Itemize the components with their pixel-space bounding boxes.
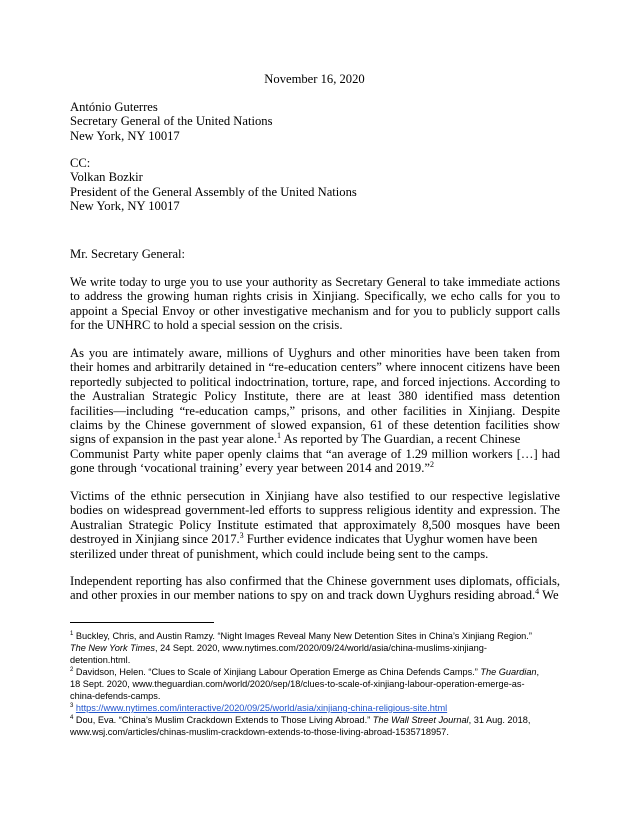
citation-text: Dou, Eva. “China’s Muslim Crackdown Extends to Those Living Abroad.” <box>73 715 373 725</box>
salutation: Mr. Secretary General: <box>70 247 186 261</box>
citation-text: Buckley, Chris, and Austin Ramzy. “Night Images Reveal Many New Detention Sites in China’s Xinjiang Region.” <box>73 631 532 641</box>
paragraph-line <box>70 461 560 475</box>
paragraph-line: Australian Strategic Policy Institute estimated that approximately 8,500 mosques have been <box>70 517 560 532</box>
footnote-mark-3: 3 <box>239 531 244 541</box>
paragraph-line: appoint a Special Envoy or other investigative mechanism and for you to publicly support calls <box>70 303 560 318</box>
paragraph-line: Communist Party white paper openly claims that “an average of 1.29 million workers […] had <box>70 446 560 461</box>
footnote-number: 4 <box>70 714 74 721</box>
paragraph-line: sterilized under threat of punishment, which could include being sent to the camps. <box>70 546 489 561</box>
footnote-mark-1: 1 <box>277 431 282 441</box>
paragraph-line: facilities—including “re-education camps,” prisons, and other facilities in Xinjiang. Despite <box>70 403 560 418</box>
footnote-1 <box>70 630 562 666</box>
citation-text: Davidson, Helen. “Clues to Scale of Xinjiang Labour Operation Emerge as China Defends Camps.” <box>73 667 481 677</box>
citation-text: www.wsj.com/articles/chinas-muslim-crackdown-extends-to-those-living-abroad-1535718957. <box>70 727 449 737</box>
paragraph-line: reportedly subjected to political indoctrination, torture, rape, and forced injections. According to <box>70 374 560 389</box>
citation-text: , 31 Aug. 2018, <box>468 715 531 725</box>
citation-text: , 24 Sept. 2020, www.nytimes.com/2020/09/24/world/asia/china-muslims-xinjiang- <box>155 643 487 653</box>
paragraph-line: As you are intimately aware, millions of Uyghurs and other minorities have been taken from <box>70 346 560 360</box>
paragraph-line: Independent reporting has also confirmed that the Chinese government uses diplomats, officials, <box>70 574 560 588</box>
footnote-divider <box>70 622 214 623</box>
sentence-text: destroyed in Xinjiang since 2017. <box>70 532 240 547</box>
cc-address <box>70 156 560 214</box>
paragraph-line: bodies on widespread government-led efforts to suppress religious identity and expression. The <box>70 503 560 518</box>
footnote-mark-4: 4 <box>535 587 540 597</box>
footnote-number: 3 <box>70 702 74 709</box>
cc-city: New York, NY 10017 <box>70 199 180 214</box>
paragraph-3 <box>70 489 560 561</box>
recipient-name: António Guterres <box>70 100 158 114</box>
footnote-4 <box>70 714 562 738</box>
publication-name: The New York Times <box>70 643 156 653</box>
paragraph-line: Victims of the ethnic persecution in Xinjiang have also testified to our respective legislative <box>70 489 560 503</box>
recipient-city: New York, NY 10017 <box>70 128 180 143</box>
paragraph-1 <box>70 275 560 333</box>
cc-label: CC: <box>70 156 91 170</box>
paragraph-line: their homes and arbitrarily detained in “re-education centers” where innocent citizens have been <box>70 360 560 375</box>
paragraph-line <box>70 432 560 446</box>
footnote-mark-2: 2 <box>429 460 434 470</box>
sentence-text: Further evidence indicates that Uyghur women have been <box>243 532 538 547</box>
cc-title: President of the General Assembly of the United Nations <box>70 184 357 199</box>
paragraph-line: to address the growing human rights crisis in Xinjiang. Specifically, we echo calls for you to <box>70 289 560 304</box>
publication-name: The Guardian <box>480 667 537 677</box>
citation-text: 18 Sept. 2020, www.theguardian.com/world/2020/sep/18/clues-to-scale-of-xinjiang-labour-operation-emerge-as- <box>70 679 525 689</box>
paragraph-line: the Australian Strategic Policy Institute, there are at least 380 identified mass detention <box>70 389 560 404</box>
footnote-link[interactable]: https://www.nytimes.com/interactive/2020/09/25/world/asia/xinjiang-china-religious-site.html <box>75 703 448 713</box>
citation-text: , <box>536 667 540 677</box>
paragraph-line: claims by the Chinese government of slowed expansion, 61 of these detention facilities show <box>70 418 560 433</box>
sentence-text: and other proxies in our member nations to spy on and track down Uyghurs residing abroad. <box>70 588 536 603</box>
paragraph-line: for the UNHRC to hold a special session on the crisis. <box>70 318 343 333</box>
citation-text: china-defends-camps. <box>70 691 161 701</box>
paragraph-4 <box>70 574 560 603</box>
footnote-2 <box>70 666 562 702</box>
sentence-text: As reported by The Guardian, a recent Chinese <box>281 432 521 447</box>
cc-name: Volkan Bozkir <box>70 170 143 185</box>
footnotes <box>70 630 562 738</box>
paragraph-line: We write today to urge you to use your authority as Secretary General to take immediate actions <box>70 275 560 289</box>
sentence-text: signs of expansion in the past year alone. <box>70 432 278 447</box>
recipient-title: Secretary General of the United Nations <box>70 114 273 129</box>
footnote-3 <box>70 702 562 714</box>
recipient-address <box>70 100 560 143</box>
sentence-text: gone through ‘vocational training’ every year between 2014 and 2019.” <box>70 461 430 476</box>
publication-name: The Wall Street Journal <box>372 715 469 725</box>
citation-text: detention.html. <box>70 655 131 665</box>
footnote-number: 1 <box>70 630 74 637</box>
paragraph-line <box>70 588 560 602</box>
footnote-number: 2 <box>70 666 74 673</box>
paragraph-2 <box>70 346 560 476</box>
letter-date: November 16, 2020 <box>264 72 365 86</box>
paragraph-line <box>70 532 560 546</box>
sentence-text: We <box>539 588 559 603</box>
